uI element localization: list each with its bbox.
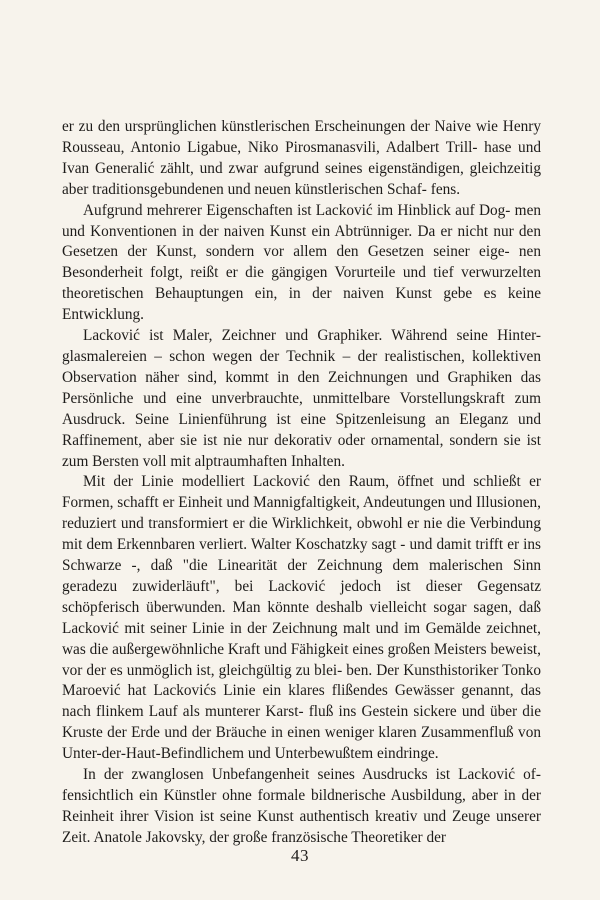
- text-line: Lacković ist Maler, Zeichner und Graphiker. Während seine Hinter-: [83, 327, 541, 345]
- text-line: Formen, schafft er Einheit und Mannigfaltigkeit, Andeutungen und: [62, 494, 473, 512]
- paragraph-5: [62, 765, 541, 849]
- text-line: unserer Zeit. Anatole Jakovsky, der große französische Theoretiker der: [62, 807, 541, 846]
- page-number: 43: [291, 846, 309, 865]
- text-line: fens.: [430, 180, 461, 198]
- text-line: Illusionen, reduziert und transformiert er die Wirklichkeit, obwohl er nie: [62, 494, 541, 533]
- paragraph-3: [62, 326, 541, 472]
- text-line: Persönliche und eine unverbrauchte, unmittelbare Vorstellungskraft zum: [62, 389, 541, 407]
- text-line: Henry Rousseau, Antonio Ligabue, Niko Pirosmanasvili, Adalbert Trill-: [62, 118, 542, 156]
- text-line: die Verbindung mit dem Erkennbaren verliert. Walter Koschatzky sagt -: [62, 515, 541, 554]
- text-line: verwurzelten theoretischen Behauptungen ein, in der naiven Kunst gebe: [62, 264, 542, 303]
- text-line: fluß ins Gestein sickere und über die Kruste der Erde und der Bräuche in: [62, 703, 541, 742]
- text-line: fensichtlich ein Künstler ohne formale bildnerische Ausbildung, aber in: [62, 787, 516, 804]
- text-line: ben. Der Kunsthistoriker Tonko Maroević hat Lackovićs Linie ein klares: [62, 661, 541, 700]
- text-line: es keine Entwicklung.: [62, 285, 541, 324]
- text-line: men und Konventionen in der naiven Kunst ein Abtrünniger. Da er nicht: [62, 201, 542, 240]
- text-line: glasmalereien – schon wegen der Technik – der realistischen, kollektiven: [62, 347, 541, 365]
- text-line: und damit trifft er ins Schwarze -, daß "die Linearität der Zeichnung dem: [62, 536, 542, 575]
- paragraph-4: [62, 472, 541, 765]
- text-line: Gegensatz schöpferisch überwunden. Man könnte deshalb vielleicht sogar: [62, 577, 542, 616]
- text-line: Aufgrund mehrerer Eigenschaften ist Lacković im Hinblick auf Dog-: [83, 201, 511, 219]
- text-line: Ausdruck. Seine Linienführung ist eine Spitzenleisung an Eleganz und: [62, 410, 541, 428]
- text-line: malerischen Sinn geradezu zuwiderläuft", bei Lacković jedoch ist dieser: [62, 557, 542, 595]
- text-line: Mit der Linie modelliert Lacković den Raum, öffnet und schließt er: [83, 473, 541, 491]
- text-line: der Reinheit ihrer Vision ist seine Kunst authentisch kreativ und Zeuge: [62, 787, 541, 825]
- text-line: und Unterbewußtem eindringe.: [247, 745, 439, 763]
- paragraph-1: [62, 117, 541, 201]
- text-line: gleichzeitig aber traditionsgebundenen und neuen künstlerischen Schaf-: [62, 159, 541, 198]
- text-line: einen weniger klaren Zusammenfluß von Unter-der-Haut-Befindlichem: [62, 724, 541, 763]
- text-line: er zu den ursprünglichen künstlerischen Erscheinungen der Naive wie: [62, 118, 498, 135]
- text-line: flißendes Gewässer genannt, das nach flinkem Lauf als munterer Karst-: [62, 682, 542, 721]
- text-line: nen Besonderheit folgt, reißt er die gängigen Vorurteile und tief: [62, 243, 541, 282]
- text-line: sagen, daß Lacković mit seiner Linie in der Zeichnung malt und im: [62, 598, 541, 637]
- text-line: ist zum Bersten voll mit alptraumhaften Inhalten.: [62, 431, 542, 470]
- text-line: nur den Gesetzen der Kunst, sondern vor allem den Gesetzen seiner eige-: [62, 222, 541, 261]
- text-line: In der zwanglosen Unbefangenheit seines Ausdrucks ist Lacković of-: [83, 766, 541, 784]
- text-line: Observation näher sind, kommt in den Zeichnungen und Graphiken das: [62, 368, 541, 386]
- text-line: großen Meisters beweist, vor der es unmöglich ist, gleichgültig zu blei-: [62, 640, 542, 679]
- text-line: hase und Ivan Generalić zählt, und zwar aufgrund seines eigenständigen,: [62, 138, 542, 177]
- text-line: Raffinement, aber sie ist nie nur dekorativ oder ornamental, sondern sie: [62, 431, 521, 449]
- text-line: Gemälde zeichnet, was die außergewöhnliche Kraft und Fähigkeit eines: [62, 619, 541, 658]
- paragraph-2: [62, 201, 541, 326]
- page-body: [62, 117, 541, 849]
